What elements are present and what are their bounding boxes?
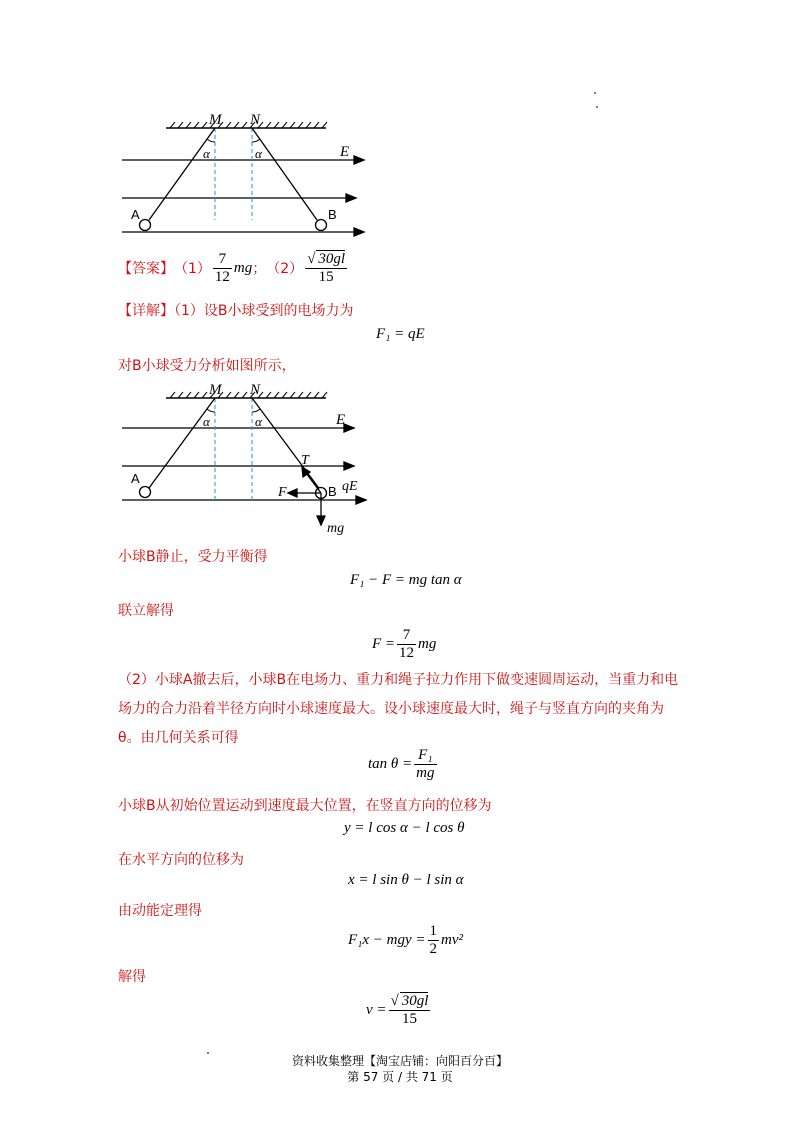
answer-frac-den: 12 xyxy=(214,268,230,285)
label-M-2: M xyxy=(209,382,222,398)
label-T: T xyxy=(301,453,309,468)
answer-part2: （2） xyxy=(266,261,304,277)
label-M: M xyxy=(209,112,222,128)
detail-line1 xyxy=(118,300,354,320)
detail-line2: 对B小球受力分析如图所示， xyxy=(118,358,296,374)
label-alpha-right-2: α xyxy=(255,414,262,429)
eq8-den: 15 xyxy=(401,1011,417,1027)
eq6: x = l sin θ − l sin α xyxy=(348,872,464,888)
eq3 xyxy=(372,624,436,664)
eq8-left: v = xyxy=(366,1001,387,1018)
detail-line8: 解得 xyxy=(118,969,146,985)
label-A: A xyxy=(131,207,140,222)
label-B-2: B xyxy=(328,484,337,499)
answer-sep: ； xyxy=(252,261,267,277)
detail-line5: 小球B从初始位置运动到速度最大位置，在竖直方向的位移为 xyxy=(118,798,492,814)
footer-page: 第 57 页 / 共 71 页 xyxy=(347,1070,453,1084)
label-F: F xyxy=(278,485,287,500)
label-E: E xyxy=(340,144,350,160)
eq3-num: 7 xyxy=(397,627,416,645)
eq7-right: mv² xyxy=(441,931,464,948)
detail-para2: （2）小球A撤去后，小球B在电场力、重力和绳子拉力作用下做变速圆周运动，当重力和电场力的合力沿着半径方向时小球速度最大。设小球速度最大时，绳子与竖直方向的夹角为θ。由几何关系可得 xyxy=(118,672,679,746)
eq4 xyxy=(368,744,439,784)
answer-den2: 15 xyxy=(318,269,334,285)
answer-frac-num: 7 xyxy=(213,251,232,269)
detail-line1-text: （1）设B小球受到的电场力为 xyxy=(174,303,354,319)
detail-line4: 联立解得 xyxy=(118,603,174,619)
answer-part1: （1） xyxy=(174,261,211,277)
detail-line3: 小球B静止，受力平衡得 xyxy=(118,549,268,565)
detail-line7: 由动能定理得 xyxy=(118,903,202,919)
answer-sqrt-body: 30gl xyxy=(318,251,346,267)
label-alpha-left-2: α xyxy=(203,414,210,429)
footer-source: 资料收集整理【淘宝店铺：向阳百分百】 xyxy=(291,1054,508,1068)
eq8-sqrt: 30gl xyxy=(401,993,429,1009)
label-alpha-right: α xyxy=(255,146,262,161)
eq3-den: 12 xyxy=(399,644,415,661)
label-qE: qE xyxy=(342,479,358,494)
label-mg: mg xyxy=(327,521,345,536)
scan-speck xyxy=(207,1052,209,1054)
eq4-num: F₁ xyxy=(414,747,436,765)
eq7 xyxy=(348,920,463,960)
label-A-2: A xyxy=(131,471,140,486)
answer-line: 【答案】 （1） $\frac{7}{12}$ mg ； （2） $\frac{√ 30gl}{15}$ xyxy=(118,250,346,285)
figure-2 xyxy=(118,378,378,538)
label-alpha-left: α xyxy=(203,146,210,161)
answer-tag: 【答案】 xyxy=(118,261,174,277)
eq2: F₁ − F = mg tan α xyxy=(350,572,462,588)
eq8: v = $\frac{√ 30gl}{15}$ xyxy=(366,993,429,1027)
figure-1 xyxy=(118,108,378,238)
label-E-2: E xyxy=(336,412,346,428)
scan-speck xyxy=(594,92,596,94)
label-N-2: N xyxy=(250,382,261,398)
answer-mg: mg xyxy=(233,259,253,276)
scan-speck xyxy=(596,106,598,108)
eq7-left: F₁x − mgy = xyxy=(348,931,426,948)
label-B: B xyxy=(328,207,337,222)
label-N: N xyxy=(250,112,261,128)
eq3-left: F = xyxy=(372,635,396,652)
detail-line6: 在水平方向的位移为 xyxy=(118,852,244,868)
eq7-den: 2 xyxy=(429,940,438,957)
eq7-num: 1 xyxy=(429,922,438,939)
eq1: F₁ = qE xyxy=(376,326,425,342)
eq5: y = l cos α − l cos θ xyxy=(344,820,465,836)
eq4-left: tan θ = xyxy=(368,755,413,772)
eq4-den: mg xyxy=(416,764,435,781)
eq3-right: mg xyxy=(418,635,437,652)
detail-tag: 【详解】 xyxy=(118,303,174,319)
